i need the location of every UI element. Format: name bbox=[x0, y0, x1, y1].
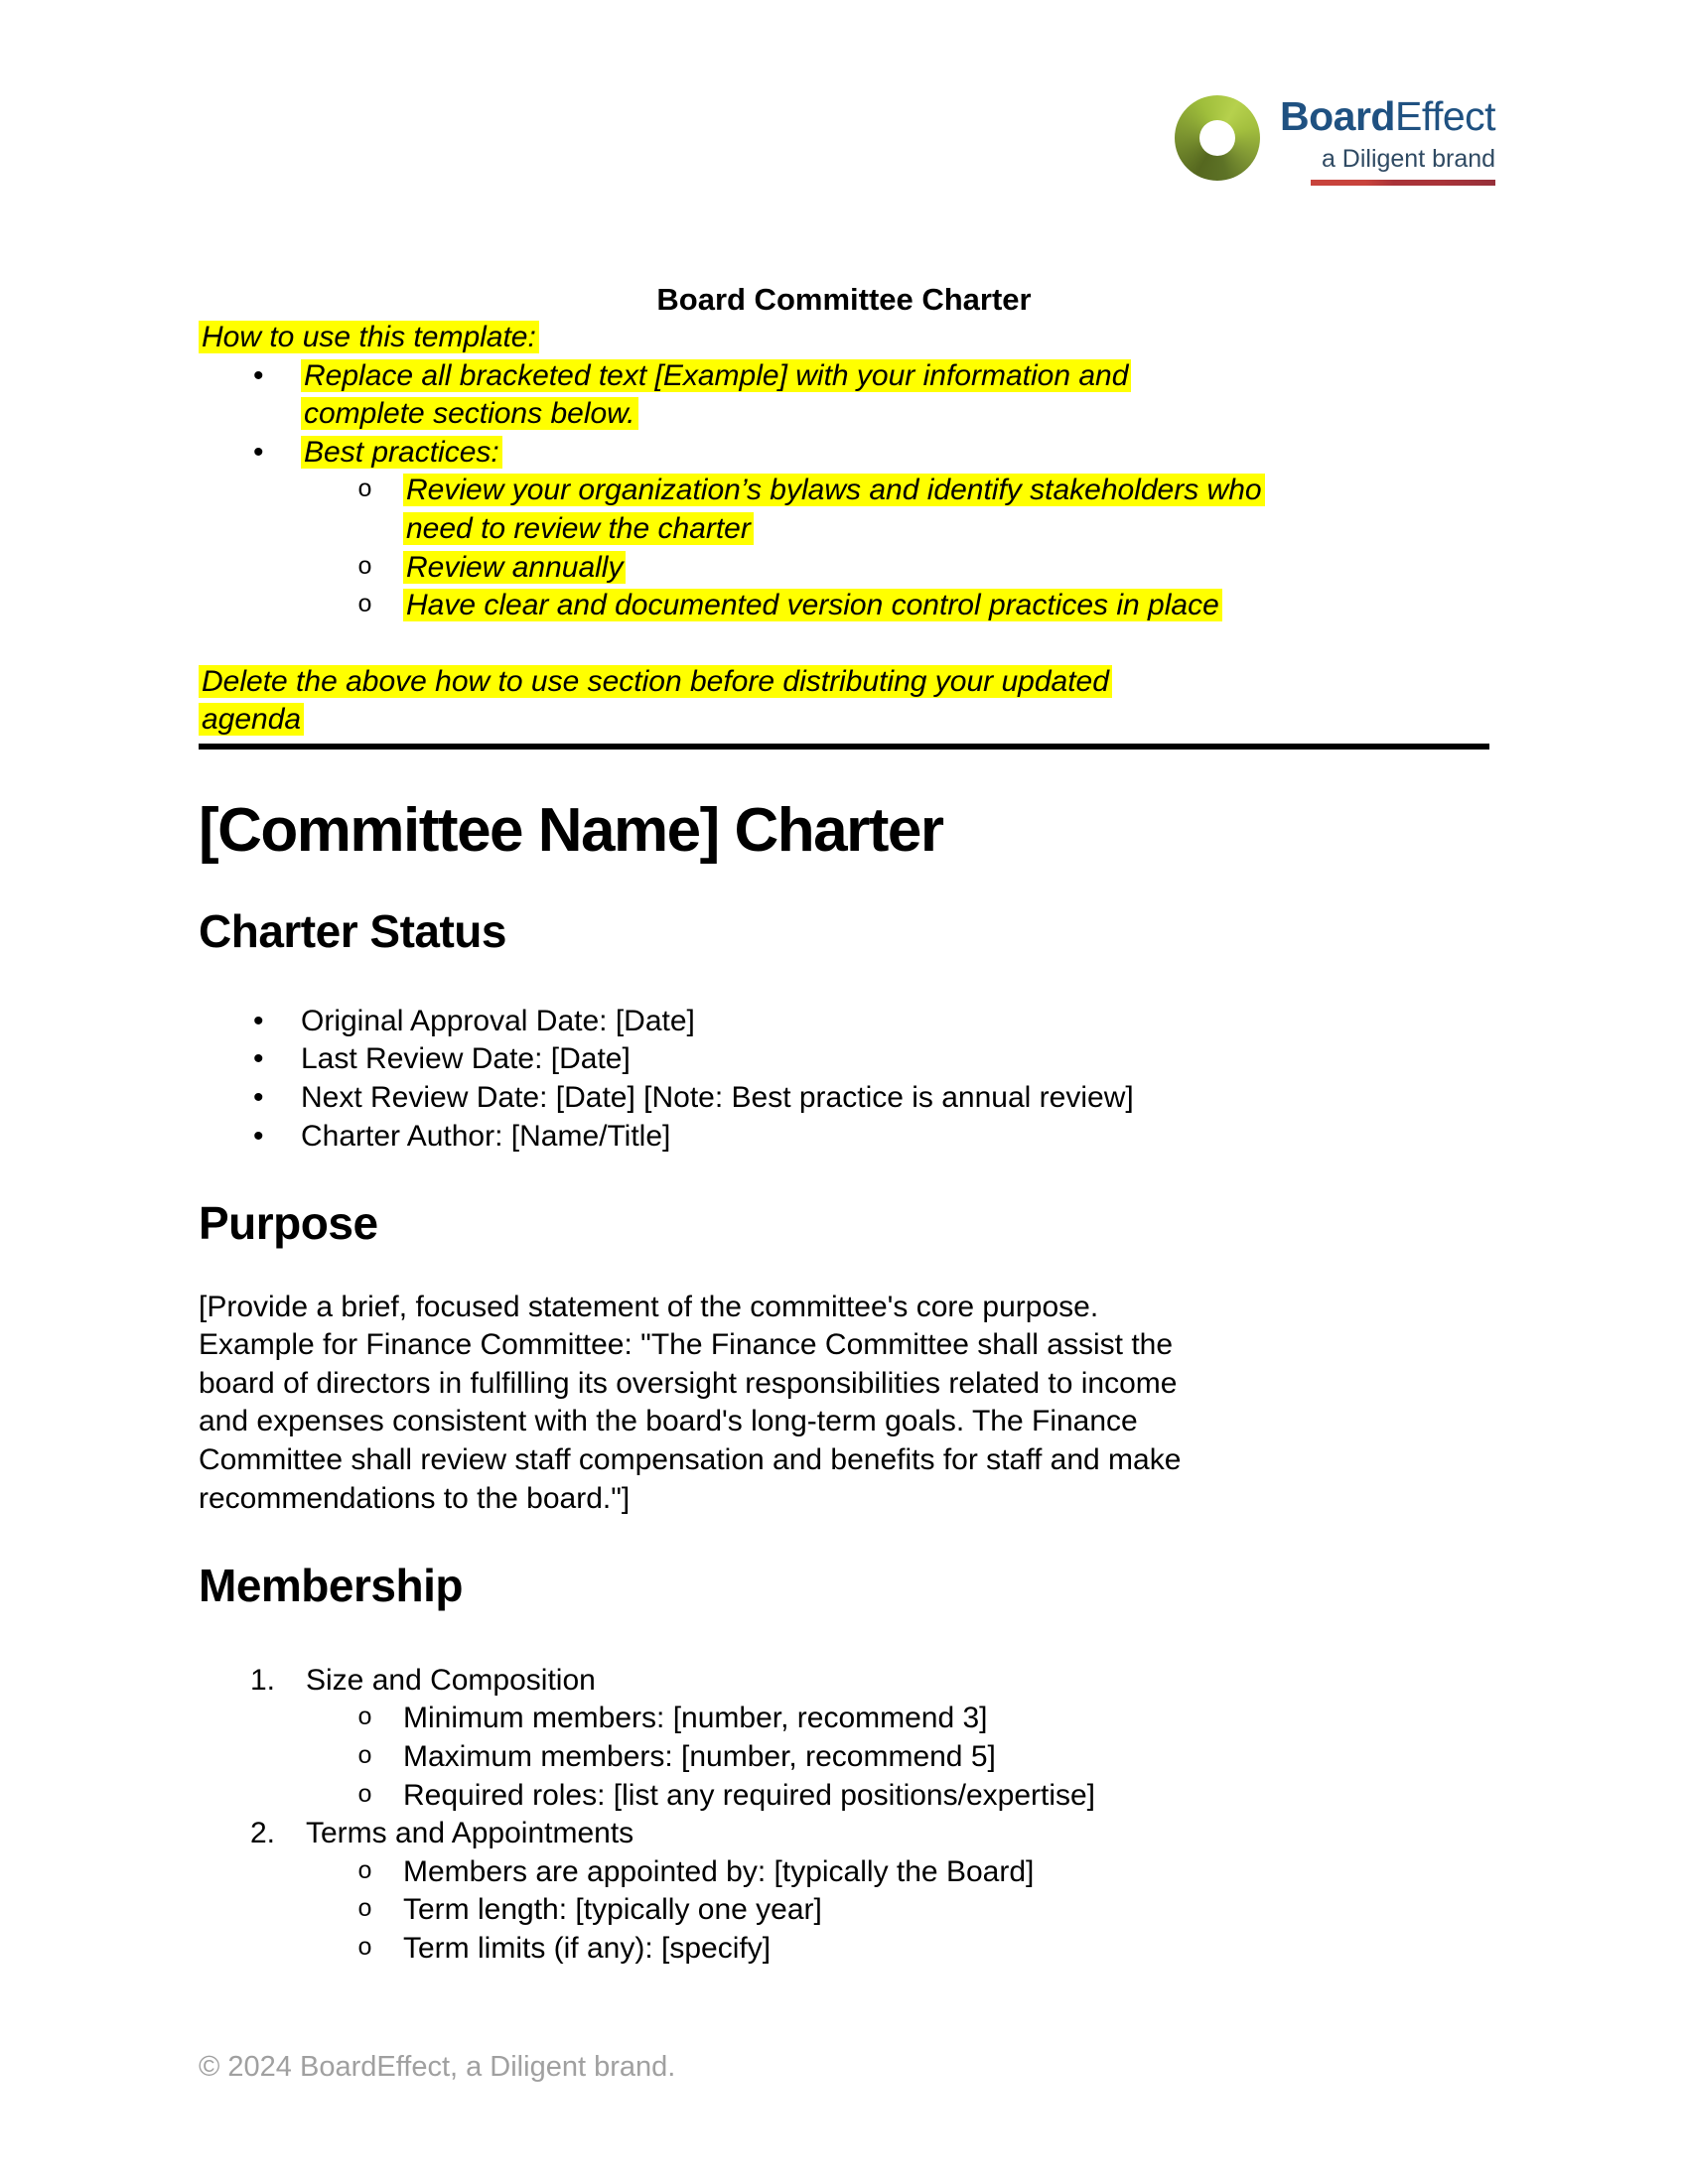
howto-intro: How to use this template: bbox=[199, 319, 1489, 357]
purpose-line: [Provide a brief, focused statement of the committee's core purpose. bbox=[199, 1290, 1099, 1323]
boardeffect-ring-icon bbox=[1175, 95, 1260, 181]
list-item bbox=[199, 1930, 1489, 1969]
howto-instructions bbox=[199, 319, 1489, 750]
item-label: Size and Composition bbox=[306, 1663, 596, 1697]
list-item bbox=[199, 549, 1489, 588]
howto-sub1-line2: need to review the charter bbox=[403, 512, 754, 545]
membership-sub-item: Minimum members: [number, recommend 3] bbox=[403, 1702, 988, 1735]
delete-note-line1: Delete the above how to use section before distributing your updated bbox=[199, 665, 1112, 698]
list-item bbox=[199, 587, 1489, 625]
charter-status-bullet: Last Review Date: [Date] bbox=[301, 1042, 631, 1076]
brand-name-bold: Board bbox=[1280, 93, 1395, 139]
bullet-disc-icon: • bbox=[253, 1119, 264, 1153]
brand-name-light: Effect bbox=[1394, 93, 1496, 139]
bullet-circle-icon: o bbox=[357, 1780, 373, 1810]
membership-sub-item: Members are appointed by: [typically the Board] bbox=[403, 1854, 1035, 1888]
list-item bbox=[199, 434, 1489, 473]
bullet-circle-icon: o bbox=[357, 591, 373, 620]
purpose-line: board of directors in fulfilling its oversight responsibilities related to income bbox=[199, 1366, 1178, 1400]
howto-bullet2: Best practices: bbox=[301, 436, 502, 469]
charter-status-bullet: Charter Author: [Name/Title] bbox=[301, 1119, 671, 1153]
list-item bbox=[199, 1003, 1489, 1041]
membership-sub-item: Maximum members: [number, recommend 5] bbox=[403, 1739, 996, 1773]
charter-status-bullet: Next Review Date: [Date] [Note: Best practice is annual review] bbox=[301, 1080, 1134, 1114]
document-title: Board Committee Charter bbox=[656, 282, 1032, 317]
membership-sub-item: Required roles: [list any required positions/expertise] bbox=[403, 1778, 1096, 1812]
bullet-disc-icon: • bbox=[253, 358, 264, 392]
horizontal-rule bbox=[199, 744, 1489, 750]
document-content bbox=[199, 281, 1489, 1968]
delete-note-line2: agenda bbox=[199, 703, 304, 736]
howto-sub1-line1: Review your organization’s bylaws and identify stakeholders who bbox=[403, 474, 1265, 506]
list-item bbox=[199, 1079, 1489, 1118]
bullet-circle-icon: o bbox=[357, 1741, 373, 1771]
numbered-item bbox=[199, 1662, 1489, 1701]
howto-bullet1-line1: Replace all bracketed text [Example] with your information and bbox=[301, 359, 1131, 392]
howto-sub3: Have clear and documented version control practices in place bbox=[403, 589, 1222, 621]
charter-status-bullet: Original Approval Date: [Date] bbox=[301, 1004, 695, 1037]
purpose-line: Committee shall review staff compensation and benefits for staff and make bbox=[199, 1443, 1182, 1477]
list-item bbox=[199, 1700, 1489, 1738]
brand-name bbox=[1280, 95, 1495, 138]
charter-status-heading: Charter Status bbox=[199, 905, 506, 958]
purpose-paragraph bbox=[199, 1289, 1489, 1519]
brand-underline bbox=[1311, 180, 1495, 186]
purpose-line: and expenses consistent with the board's long-term goals. The Finance bbox=[199, 1405, 1138, 1438]
list-item bbox=[199, 472, 1489, 548]
list-item bbox=[199, 1118, 1489, 1157]
bullet-circle-icon: o bbox=[357, 552, 373, 582]
item-label: Terms and Appointments bbox=[306, 1817, 634, 1850]
bullet-circle-icon: o bbox=[357, 1933, 373, 1963]
howto-sub2: Review annually bbox=[403, 551, 626, 584]
membership-sub-item: Term limits (if any): [specify] bbox=[403, 1931, 772, 1965]
charter-status-list bbox=[199, 1003, 1489, 1156]
howto-bullet1-line2: complete sections below. bbox=[301, 397, 638, 430]
copyright-footer: © 2024 BoardEffect, a Diligent brand. bbox=[199, 2051, 676, 2083]
logo-text bbox=[1280, 95, 1495, 186]
list-item bbox=[199, 1777, 1489, 1816]
list-item bbox=[199, 1738, 1489, 1777]
bullet-circle-icon: o bbox=[357, 476, 373, 505]
list-item bbox=[199, 1040, 1489, 1079]
item-number: 1. bbox=[250, 1663, 276, 1697]
purpose-line: recommendations to the board."] bbox=[199, 1481, 631, 1515]
brand-tagline: a Diligent brand bbox=[1321, 145, 1496, 174]
bullet-circle-icon: o bbox=[357, 1856, 373, 1886]
list-item bbox=[199, 1891, 1489, 1930]
bullet-disc-icon: • bbox=[253, 1080, 264, 1114]
numbered-item bbox=[199, 1815, 1489, 1853]
bullet-circle-icon: o bbox=[357, 1895, 373, 1925]
membership-list bbox=[199, 1662, 1489, 1969]
purpose-line: Example for Finance Committee: "The Finance Committee shall assist the bbox=[199, 1328, 1174, 1362]
membership-sub-item: Term length: [typically one year] bbox=[403, 1893, 822, 1927]
membership-heading: Membership bbox=[199, 1560, 463, 1612]
bullet-disc-icon: • bbox=[253, 1004, 264, 1037]
item-number: 2. bbox=[250, 1817, 276, 1850]
boardeffect-logo bbox=[1175, 95, 1495, 186]
delete-note bbox=[199, 663, 1489, 740]
list-item bbox=[199, 1853, 1489, 1892]
bullet-circle-icon: o bbox=[357, 1704, 373, 1733]
bullet-disc-icon: • bbox=[253, 1042, 264, 1076]
committee-charter-title: [Committee Name] Charter bbox=[199, 795, 943, 865]
purpose-heading: Purpose bbox=[199, 1197, 378, 1250]
bullet-disc-icon: • bbox=[253, 435, 264, 469]
list-item bbox=[199, 357, 1489, 434]
